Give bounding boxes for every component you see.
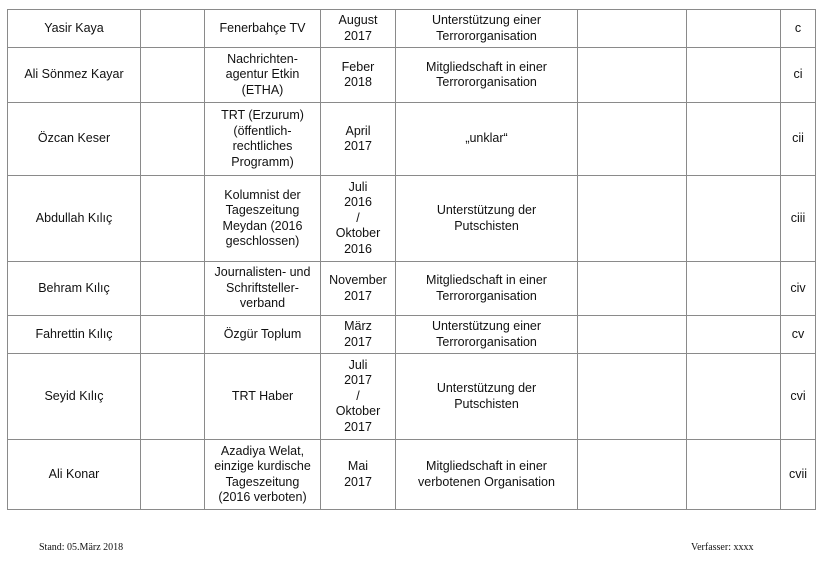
empty-cell — [578, 262, 687, 316]
footer-stand-date: Stand: 05.März 2018 — [39, 542, 124, 553]
reason-cell: Unterstützung einer Terrororganisation — [396, 10, 578, 48]
empty-cell — [687, 262, 781, 316]
reason-cell: Mitgliedschaft in einer verbotenen Organisation — [396, 440, 578, 510]
empty-cell — [141, 262, 205, 316]
organization-cell: Özgür Toplum — [205, 316, 321, 354]
reason-cell: Unterstützung der Putschisten — [396, 176, 578, 262]
name-cell: Ali Konar — [8, 440, 141, 510]
organization-cell: Azadiya Welat, einzige kurdische Tageszeitung (2016 verboten) — [205, 440, 321, 510]
organization-cell: Nachrichten- agentur Etkin (ETHA) — [205, 48, 321, 103]
table-row — [8, 354, 816, 440]
empty-cell — [578, 48, 687, 103]
name-cell: Yasir Kaya — [8, 10, 141, 48]
footnote-ref: cvi — [781, 354, 816, 440]
table-row — [8, 10, 816, 48]
date-cell: Juli 2017 / Oktober 2017 — [321, 354, 396, 440]
organization-cell: Fenerbahçe TV — [205, 10, 321, 48]
empty-cell — [141, 10, 205, 48]
journalists-table — [7, 9, 816, 510]
empty-cell — [578, 354, 687, 440]
footnote-ref: ciii — [781, 176, 816, 262]
table-row — [8, 262, 816, 316]
empty-cell — [578, 440, 687, 510]
empty-cell — [578, 316, 687, 354]
reason-cell: Unterstützung einer Terrororganisation — [396, 316, 578, 354]
empty-cell — [141, 176, 205, 262]
name-cell: Seyid Kılıç — [8, 354, 141, 440]
date-cell: April 2017 — [321, 103, 396, 176]
name-cell: Abdullah Kılıç — [8, 176, 141, 262]
reason-cell: Mitgliedschaft in einer Terrororganisation — [396, 262, 578, 316]
empty-cell — [687, 354, 781, 440]
empty-cell — [578, 176, 687, 262]
organization-cell: TRT (Erzurum) (öffentlich- rechtliches Programm) — [205, 103, 321, 176]
footnote-ref: cv — [781, 316, 816, 354]
empty-cell — [141, 48, 205, 103]
date-cell: März 2017 — [321, 316, 396, 354]
name-cell: Özcan Keser — [8, 103, 141, 176]
footnote-ref: ci — [781, 48, 816, 103]
empty-cell — [687, 440, 781, 510]
table-row — [8, 440, 816, 510]
date-cell: Feber 2018 — [321, 48, 396, 103]
empty-cell — [687, 10, 781, 48]
table-row — [8, 103, 816, 176]
table-row — [8, 316, 816, 354]
empty-cell — [687, 316, 781, 354]
date-cell: November 2017 — [321, 262, 396, 316]
table-row — [8, 176, 816, 262]
empty-cell — [141, 354, 205, 440]
organization-cell: Journalisten- und Schriftsteller- verband — [205, 262, 321, 316]
reason-cell: „unklar“ — [396, 103, 578, 176]
empty-cell — [687, 176, 781, 262]
empty-cell — [141, 440, 205, 510]
name-cell: Ali Sönmez Kayar — [8, 48, 141, 103]
empty-cell — [141, 316, 205, 354]
reason-cell: Mitgliedschaft in einer Terrororganisation — [396, 48, 578, 103]
reason-cell: Unterstützung der Putschisten — [396, 354, 578, 440]
organization-cell: Kolumnist der Tageszeitung Meydan (2016 geschlossen) — [205, 176, 321, 262]
date-cell: August 2017 — [321, 10, 396, 48]
name-cell: Fahrettin Kılıç — [8, 316, 141, 354]
footnote-ref: cvii — [781, 440, 816, 510]
empty-cell — [687, 103, 781, 176]
organization-cell: TRT Haber — [205, 354, 321, 440]
date-cell: Juli 2016 / Oktober 2016 — [321, 176, 396, 262]
table-row — [8, 48, 816, 103]
date-cell: Mai 2017 — [321, 440, 396, 510]
footnote-ref: c — [781, 10, 816, 48]
footnote-ref: cii — [781, 103, 816, 176]
name-cell: Behram Kılıç — [8, 262, 141, 316]
empty-cell — [578, 10, 687, 48]
empty-cell — [578, 103, 687, 176]
footnote-ref: civ — [781, 262, 816, 316]
empty-cell — [141, 103, 205, 176]
empty-cell — [687, 48, 781, 103]
footer-author: Verfasser: xxxx — [691, 542, 754, 553]
